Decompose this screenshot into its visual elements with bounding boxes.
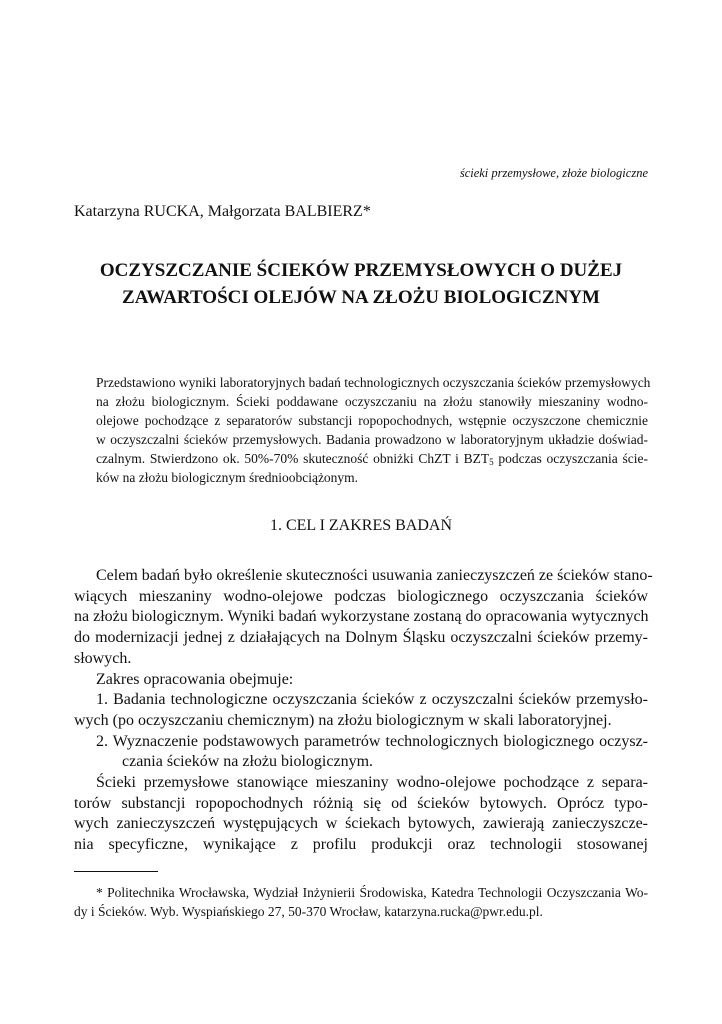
- list-item-2-cont: czania ścieków na złożu biologicznym.: [122, 753, 374, 771]
- abstract-line-5: [96, 449, 648, 468]
- body-text: [74, 566, 653, 856]
- body-line: wiących mieszaniny wodno-olejowe podczas biologicznego oczyszczania ścieków: [74, 587, 648, 605]
- title-line-1: OCZYSZCZANIE ŚCIEKÓW PRZEMYSŁOWYCH O DUŻEJ: [99, 260, 623, 281]
- body-line: słowych.: [74, 649, 132, 667]
- list-item-1-cont: wych (po oczyszczaniu chemicznym) na złożu biologicznym w skali laboratoryjnej.: [74, 711, 612, 729]
- authors: Katarzyna RUCKA, Małgorzata BALBIERZ*: [74, 203, 371, 220]
- section-heading: 1. CEL I ZAKRES BADAŃ: [269, 517, 453, 534]
- abstract-line-1: Przedstawiono wyniki laboratoryjnych badań technologicznych oczyszczania ścieków przemysłowych: [96, 375, 651, 390]
- body-line: torów substancji ropopochodnych różnią się od ścieków bytowych. Oprócz typo-: [74, 794, 648, 812]
- body-line: na złożu biologicznym. Wyniki badań wykorzystane zostaną do opracowania wytycznych: [74, 608, 649, 626]
- list-item-1: 1. Badania technologiczne oczyszczania ścieków z oczyszczalni ścieków przemysło-: [96, 691, 648, 709]
- abstract-line-5-start: czalnym. Stwierdzono ok. 50%-70% skuteczność obniżki ChZT i BZT: [96, 451, 490, 467]
- title-line-2: ZAWARTOŚCI OLEJÓW NA ZŁOŻU BIOLOGICZNYM: [122, 287, 600, 308]
- bzt-subscript: 5: [489, 457, 494, 468]
- paper-title: [74, 257, 648, 311]
- abstract-line-3: olejowe pochodzące z separatorów substancji ropopochodnych, wstępnie oczyszczone chemicznie: [96, 413, 648, 429]
- footnote-line-2: dy i Ścieków. Wyb. Wyspiańskiego 27, 50-370 Wrocław, katarzyna.rucka@pwr.edu.pl.: [74, 904, 543, 919]
- abstract-line-5-end: podczas oczyszczania ście-: [493, 451, 648, 467]
- body-line: nia specyficzne, wynikające z profilu produkcji oraz technologii stosowanej: [74, 836, 648, 854]
- abstract-line-6: ków na złożu biologicznym średnioobciążonym.: [96, 470, 359, 486]
- footnote-rule: [74, 871, 158, 872]
- keywords: ścieki przemysłowe, złoże biologiczne: [459, 166, 648, 180]
- abstract-line-2: na złożu biologicznym. Ścieki poddawane oczyszczaniu na złożu stanowiły mieszaniny wodno-: [96, 394, 648, 410]
- list-item-2: 2. Wyznaczenie podstawowych parametrów technologicznych biologicznego oczysz-: [96, 732, 648, 750]
- body-line: Zakres opracowania obejmuje:: [96, 670, 294, 688]
- abstract-line-4: w oczyszczalni ścieków przemysłowych. Badania prowadzono w laboratoryjnym układzie doświad-: [96, 432, 648, 448]
- abstract: [96, 373, 651, 488]
- body-line: Celem badań było określenie skuteczności usuwania zanieczyszczeń ze ścieków stano-: [96, 567, 653, 584]
- body-line: wych zanieczyszczeń występujących w ściekach bytowych, zawierają zanieczyszcze-: [74, 815, 648, 833]
- body-line: do modernizacji jednej z działających na Dolnym Śląsku oczyszczalni ścieków przemy-: [74, 629, 648, 647]
- body-line: Ścieki przemysłowe stanowiące mieszaniny wodno-olejowe pochodzące z separa-: [96, 774, 648, 792]
- footnote-line-1: * Politechnika Wrocławska, Wydział Inżynierii Środowiska, Katedra Technologii Oczyszczania Wo-: [96, 885, 648, 900]
- footnote: [74, 883, 648, 921]
